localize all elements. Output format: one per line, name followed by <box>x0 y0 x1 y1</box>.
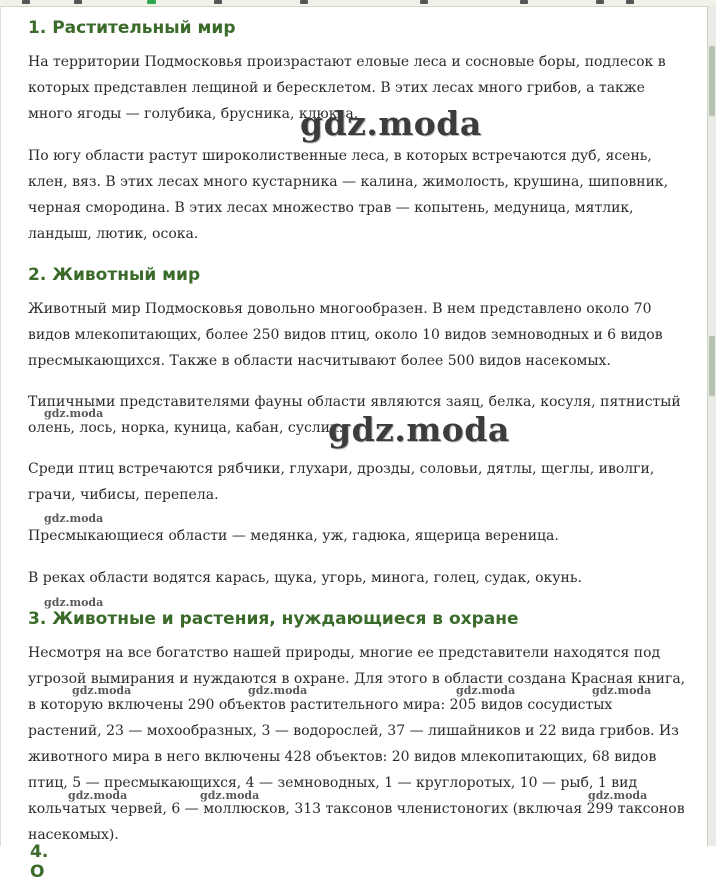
watermark-logo: gdz.moda <box>328 410 510 449</box>
scrollbar-thumb[interactable] <box>709 46 715 116</box>
watermark-small: gdz.moda <box>592 684 652 697</box>
section-title-plants: 1. Растительный мир <box>28 18 236 38</box>
watermark-small: gdz.moda <box>72 684 132 697</box>
toolbar-fragment <box>420 0 428 4</box>
browser-top-edge <box>0 0 716 7</box>
paragraph: Пресмыкающиеся области — медянка, уж, гадюка, ящерица вереница. <box>28 528 559 544</box>
toolbar-fragment <box>22 0 30 4</box>
toolbar-fragment <box>214 0 222 4</box>
toolbar-fragment <box>520 0 528 4</box>
toolbar-fragment <box>74 0 82 4</box>
paragraph: Несмотря на все богатство нашей природы, многие ее представители находятся под угрозой вымирания и нуждаются в охране. Для этого в области создана Красная книга, в которую включены 290 объектов растительного мира: 205 видов сосудистых растений, 23 — мохообразных, 3 — водорослей, 37 — лишайников и 22 вида грибов. Из животного мира в него включены 428 объектов: 20 видов млекопитающих, 68 видов птиц, 5 — пресмыкающихся, 4 — земноводных, 1 — круглоротых, 10 — рыб, 1 вид кольчатых червей, 6 — моллюсков, 313 таксонов членистоногих (включая 299 таксонов насекомых). <box>28 645 686 843</box>
paragraph: Среди птиц встречаются рябчики, глухари, дрозды, соловьи, дятлы, щеглы, иволги, грачи, чибисы, перепела. <box>28 461 655 503</box>
watermark-small: gdz.moda <box>44 596 104 609</box>
page-left-border <box>0 6 1 846</box>
watermark-small: gdz.moda <box>248 684 308 697</box>
watermark-small: gdz.moda <box>200 789 260 802</box>
scrollbar-thumb[interactable] <box>709 336 715 396</box>
toolbar-fragment <box>596 0 604 4</box>
section-title-protected: 3. Животные и растения, нуждающиеся в охране <box>28 609 519 629</box>
watermark-small: gdz.moda <box>44 407 104 420</box>
section-title-animals: 2. Животный мир <box>28 265 201 285</box>
green-tab-icon <box>147 0 156 4</box>
next-section-title-partial: 4. О <box>30 842 49 882</box>
toolbar-fragment <box>626 0 634 4</box>
toolbar-fragment <box>300 0 308 4</box>
watermark-small: gdz.moda <box>68 789 128 802</box>
paragraph: По югу области растут широколиственные леса, в которых встречаются дуб, ясень, клен, вяз. В этих лесах много кустарника — калина, жимолость, крушина, шиповник, черная смородина. В этих лесах множество трав — копытень, медуница, мятлик, ландыш, лютик, осока. <box>28 148 669 242</box>
paragraph: На территории Подмосковья произрастают еловые леса и сосновые боры, подлесок в которых представлен лещиной и бересклетом. В этих лесах много грибов, а также много ягоды — голубика, брусника, клюква. <box>28 54 666 122</box>
side-scrollbar[interactable] <box>707 6 716 846</box>
watermark-small: gdz.moda <box>456 684 516 697</box>
watermark-logo: gdz.moda <box>300 104 482 143</box>
watermark-small: gdz.moda <box>588 789 648 802</box>
watermark-small: gdz.moda <box>44 512 104 525</box>
paragraph: Животный мир Подмосковья довольно многообразен. В нем представлено около 70 видов млекопитающих, более 250 видов птиц, около 10 видов земноводных и 6 видов пресмыкающихся. Также в области насчитывают более 500 видов насекомых. <box>28 301 663 369</box>
paragraph: В реках области водятся карась, щука, угорь, минога, голец, судак, окунь. <box>28 570 582 586</box>
paragraph: Типичными представителями фауны области являются заяц, белка, косуля, пятнистый олень, лось, норка, куница, кабан, суслик. <box>28 394 681 436</box>
